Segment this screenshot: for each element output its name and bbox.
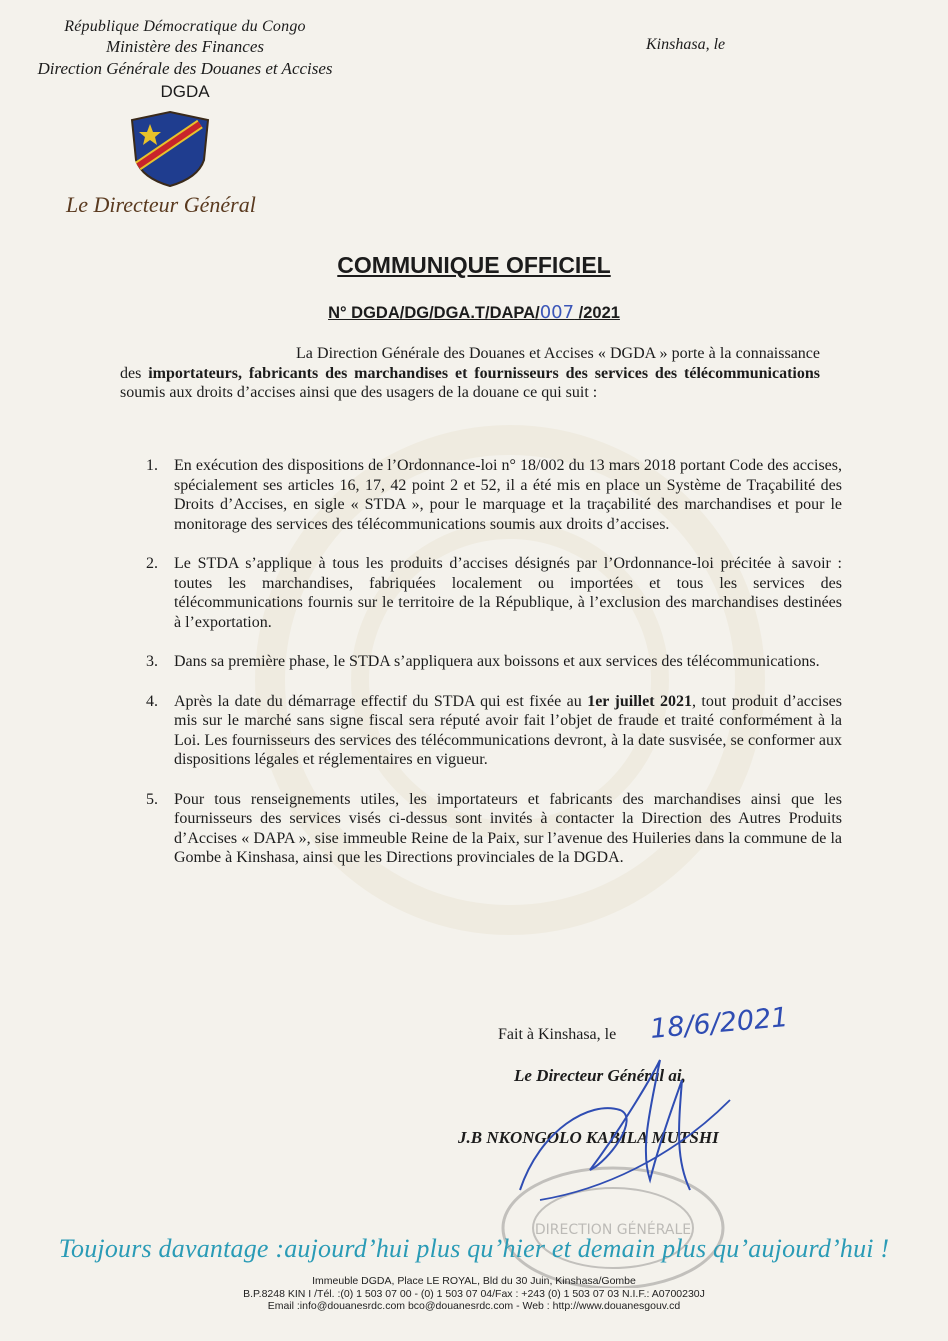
- footer-phone: B.P.8248 KIN I /Tél. :(0) 1 503 07 00 - (0) 1 503 07 04/Fax : +243 (0) 1 503 07 03 N.I.F.: A0700230J: [243, 1287, 705, 1300]
- letterhead: [20, 18, 350, 102]
- intro-text-2: soumis aux droits d’accises ainsi que des usagers de la douane ce qui suit :: [120, 384, 598, 401]
- place-date-line: Kinshasa, le: [646, 36, 726, 53]
- footer-email-web: Email :info@douanesrdc.com bco@douanesrdc.com - Web : http://www.douanesgouv.cd: [267, 1300, 681, 1312]
- signing-place: Fait à Kinshasa, le: [498, 1026, 617, 1043]
- reference-handwritten-number: 007: [539, 302, 575, 323]
- reference-suffix: /2021: [574, 304, 620, 322]
- stamp-label: DIRECTION GÉNÉRALE: [534, 1222, 692, 1238]
- list-item: 2. Le STDA s’applique à tous les produits d’accises désignés par l’Ordonnance-loi précitée à savoir : toutes les marchandises, fabriquées localement ou importées et tous les services des télécommunications fournis sur le territoire de la République, à l’exclusion des marchandises destinées à l’exportation.: [146, 555, 842, 631]
- numbered-list: [120, 456, 842, 888]
- list-item: 1. En exécution des dispositions de l’Ordonnance-loi n° 18/002 du 13 mars 2018 portant Code des accises, spécialement ses articles 16, 17, 42 point 2 et 52, il a été mis en place un Système de Traçabilité des Droits d’Accises, en sigle « STDA », pour le marquage et la traçabilité des marchandises et pour le monitorage des services des télécommunications soumis aux droits d’accises.: [146, 457, 842, 533]
- ministry-name: Ministère des Finances: [106, 37, 264, 56]
- handwritten-date: 18/6/2021: [648, 1002, 790, 1045]
- reference-prefix: N° DGDA/DG/DGA.T/DAPA/: [328, 304, 540, 322]
- list-item: 5. Pour tous renseignements utiles, les importateurs et fabricants des marchandises ainsi que les fournisseurs des services visés ci-dessus sont invités à contacter la Direction des Autres Produits d’Accises « DAPA », sise immeuble Reine de la Paix, sur l’avenue des Huileries dans la commune de la Gombe à Kinshasa, ainsi que les Directions provinciales de la DGDA.: [146, 790, 842, 866]
- footer-contact: [0, 1275, 948, 1313]
- handwritten-signature: [500, 1040, 760, 1220]
- footer-address: Immeuble DGDA, Place LE ROYAL, Bld du 30 Juin, Kinshasa/Gombe: [312, 1275, 636, 1287]
- intro-bold-text: importateurs, fabricants des marchandises et fournisseurs des services des télécommunications: [148, 364, 821, 382]
- signatory-name: J.B NKONGOLO KABILA MUTSHI: [458, 1128, 719, 1147]
- page-title: COMMUNIQUE OFFICIEL: [337, 252, 611, 278]
- dgda-acronym: DGDA: [160, 82, 210, 101]
- directorate-name: Direction Générale des Douanes et Accises: [37, 59, 333, 78]
- list-item: 4. Après la date du démarrage effectif du STDA qui est fixée au 1er juillet 2021, tout produit d’accises mis sur le marché sans signe fiscal sera réputé avoir fait l’objet de fraude et traité conformément à la Loi. Les fournisseurs des services des télécommunications devront, à la date susvisée, se conformer aux dispositions légales et réglementaires en vigueur.: [146, 692, 843, 768]
- country-name: République Démocratique du Congo: [64, 18, 306, 35]
- list-item: 3. Dans sa première phase, le STDA s’appliquera aux boissons et aux services des télécommunications.: [146, 653, 820, 670]
- motto-slogan: Toujours davantage :aujourd’hui plus qu’hier et demain plus qu’aujourd’hui !: [58, 1234, 890, 1263]
- reference-number: [0, 302, 948, 323]
- intro-text-1: La Direction Générale des Douanes et Accises « DGDA » porte à la connaissance des: [120, 345, 820, 382]
- dgda-shield-icon: [128, 110, 212, 188]
- signatory-title-header: Le Directeur Général: [66, 192, 256, 217]
- intro-paragraph: [120, 344, 820, 403]
- signatory-title: Le Directeur Général ai,: [514, 1066, 686, 1085]
